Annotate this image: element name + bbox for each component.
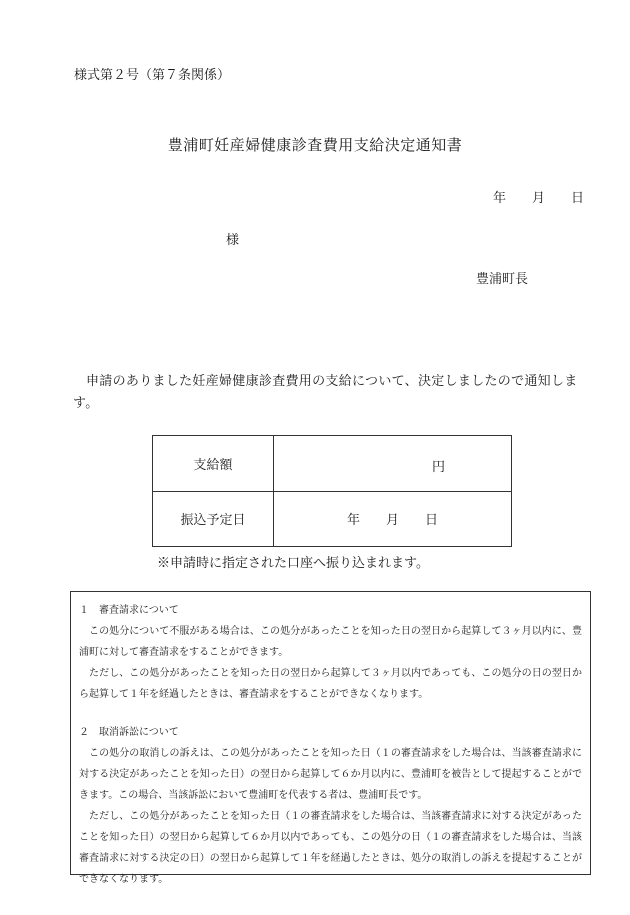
notice-body: 申請のありました妊産婦健康診査費用の支給について、決定しましたので通知します。: [73, 374, 578, 411]
transfer-date-row: [153, 491, 512, 547]
issuer-name: 豊浦町長: [476, 272, 529, 287]
revocation-suit-para-1: この処分の取消しの訴えは、この処分があったことを知った日（１の審査請求をした場合は、当該審査請求に対する決定があったことを知った日）の翌日から起算して６か月以内に、豊浦町を被告として提起することができます。この場合、当該訴訟において豊浦町を代表する者は、豊浦町長です。: [79, 748, 582, 801]
transfer-date-value-cell: [274, 491, 512, 547]
amount-value-cell: [274, 436, 512, 492]
date-day-label: 日: [571, 191, 585, 206]
transfer-month-label: 月: [385, 513, 399, 529]
amount-label: 支給額: [153, 436, 274, 492]
payment-table: [152, 435, 512, 547]
review-request-para-2: ただし、この処分があったことを知った日の翌日から起算して３ヶ月以内であっても、この処分の日の翌日から起算して１年を経過したときは、審査請求をすることができなくなります。: [79, 668, 582, 700]
transfer-note: ※申請時に指定された口座へ振り込まれます。: [157, 556, 429, 571]
section-spacer: [79, 705, 582, 722]
revocation-suit-heading: ２ 取消訴訟について: [79, 727, 179, 738]
review-request-para-1: この処分について不服がある場合は、この処分があったことを知った日の翌日から起算して３ヶ月以内に、豊浦町に対して審査請求をすることができます。: [79, 626, 582, 658]
transfer-day-label: 日: [425, 513, 439, 529]
date-month-label: 月: [532, 191, 546, 206]
transfer-year-label: 年: [346, 513, 360, 529]
document-title: 豊浦町妊産婦健康診査費用支給決定通知書: [167, 136, 463, 154]
amount-unit: 円: [432, 460, 446, 475]
issue-date: [493, 187, 584, 206]
form-number: 様式第２号（第７条関係）: [74, 68, 231, 83]
amount-row: [153, 436, 512, 492]
review-request-heading: １ 審査請求について: [79, 605, 179, 616]
transfer-date-label: 振込予定日: [153, 491, 274, 547]
revocation-suit-para-2: ただし、この処分があったことを知った日（１の審査請求をした場合は、当該審査請求に対する決定があったことを知った日）の翌日から起算して６か月以内であっても、この処分の日（１の審査請求をした場合は、当該審査請求に対する決定の日）の翌日から起算して１年を経過したときは、処分の取消しの訴えを提起することができなくなります。: [79, 811, 582, 885]
date-year-label: 年: [493, 191, 507, 206]
appeal-notes-box: [70, 591, 591, 885]
recipient-honorific: 様: [226, 233, 240, 248]
